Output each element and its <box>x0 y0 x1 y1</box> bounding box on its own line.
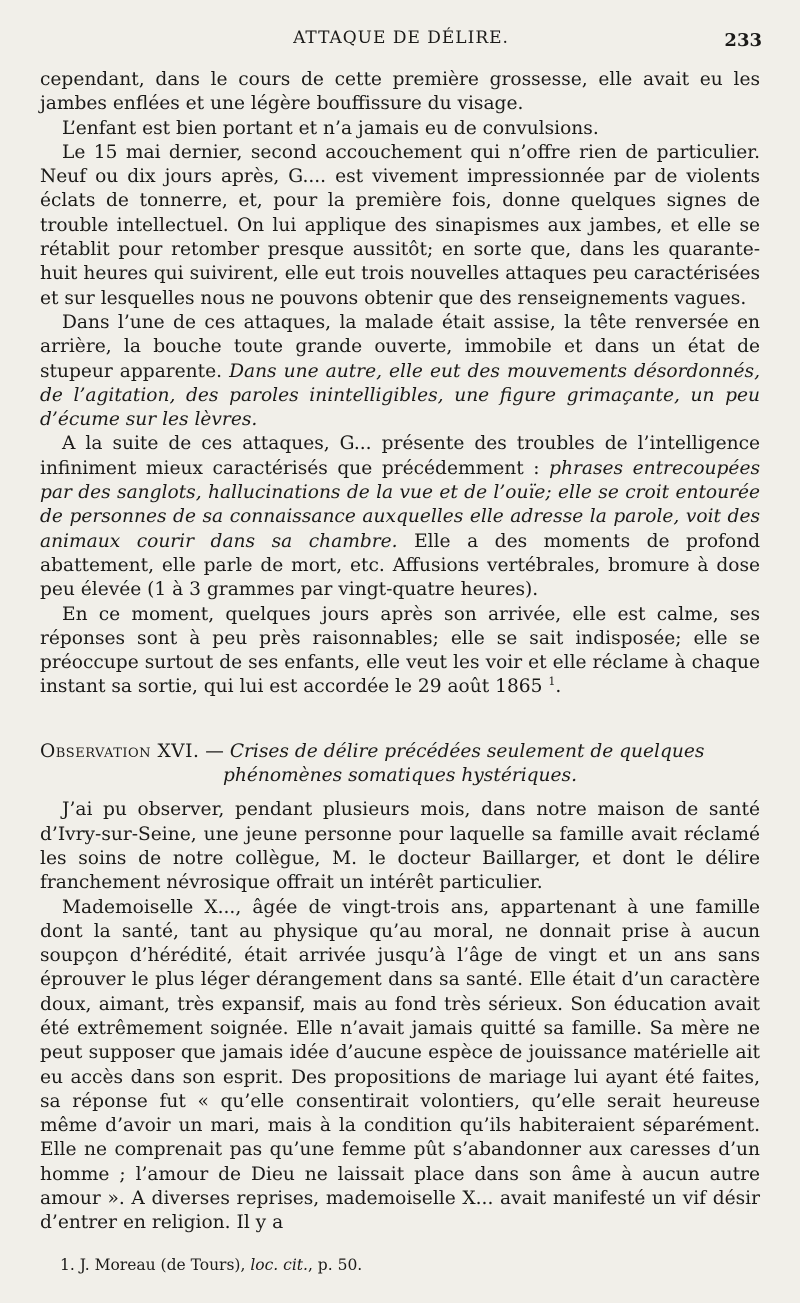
paragraph-1: cependant, dans le cours de cette première grossesse, elle avait eu les jambes enflées et une légère bouffissure du visage. <box>40 69 760 115</box>
paragraph-4-roman: Dans l’une de ces attaques, la malade était assise, la tête renversée en arrière, la bouche toute grande ouverte, immobile et dans un état de stupeur apparente. <box>40 311 760 382</box>
footnote-author: J. Moreau (de Tours), <box>79 1256 246 1274</box>
paragraph-5 <box>40 432 760 602</box>
paragraph-8: Mademoiselle X..., âgée de vingt-trois ans, appartenant à une famille dont la santé, tant au physique qu’au moral, ne donnait prise à aucun soupçon d’hérédité, était arrivée jusqu’à l’âge de vingt et un ans sans éprouver le plus léger dérangement dans sa santé. Elle était d’un caractère doux, aimant, très expansif, mais au fond très sérieux. Son éducation avait été extrêmement soignée. Elle n’avait jamais quitté sa famille. Sa mère ne peut supposer que jamais idée d’aucune espèce de jouissance matérielle ait eu accès dans son esprit. Des propositions de mariage lui ayant été faites, sa réponse fut « qu’elle consentirait volontiers, qu’elle serait heureuse même d’avoir un mari, mais à la condition qu’ils habiteraient séparément. Elle ne comprenait pas qu’une femme pût s’abandonner aux caresses d’un homme ; l’amour de Dieu ne laissait place dans son âme à aucun autre amour ». A diverses reprises, mademoiselle X... avait manifesté un vif désir d’entrer en religion. Il y a <box>40 896 760 1234</box>
paragraph-7: J’ai pu observer, pendant plusieurs mois, dans notre maison de santé d’Ivry-sur-Seine, une jeune personne pour laquelle sa famille avait réclamé les soins de notre collègue, M. le docteur Baillarger, et dont le délire franchement névrosique offrait un intérêt particulier. <box>40 799 760 894</box>
observation-title-line1: Crises de délire précédées seulement de quelques <box>229 740 705 762</box>
paragraph-4 <box>40 311 760 432</box>
observation-title-line2: phénomènes somatiques hystériques. <box>223 765 577 787</box>
paragraph-6-text: En ce moment, quelques jours après son arrivée, elle est calme, ses réponses sont à peu près raisonnables; elle se sait indisposée; elle se préoccupe surtout de ses enfants, elle veut les voir et elle réclame à chaque instant sa sortie, qui lui est accordée le 29 août 1865 <box>40 603 760 698</box>
paragraph-3: Le 15 mai dernier, second accouchement qui n’offre rien de particulier. Neuf ou dix jours après, G.... est vivement impressionnée par de violents éclats de tonnerre, et, pour la première fois, donne quelques signes de trouble intellectuel. On lui applique des sinapismes aux jambes, et elle se rétablit pour retomber presque aussitôt; en sorte que, dans les quarante-huit heures qui suivirent, elle eut trois nouvelles attaques peu caractérisées et sur lesquelles nous ne pouvons obtenir que des renseignements vagues. <box>40 141 760 309</box>
running-head <box>40 26 762 56</box>
running-title: ATTAQUE DE DÉLIRE. <box>293 28 509 48</box>
footnote-loc-cit: loc. cit. <box>250 1256 308 1274</box>
paragraph-4-italic: Dans une autre, elle eut des mouvements désordonnés, de l’agitation, des paroles inintelligibles, une figure grimaçante, un peu d’écume sur les lèvres. <box>40 360 760 431</box>
paragraph-5-roman-end: Elle a des moments de profond abattement, elle parle de mort, etc. Affusions vertébrales, bromure à dose peu élevée (1 à 3 grammes par vingt-quatre heures). <box>40 530 760 601</box>
body-text <box>40 68 760 1236</box>
observation-heading <box>40 740 760 789</box>
paragraph-5-italic: phrases entrecoupées par des sanglots, hallucinations de la vue et de l’ouïe; elle se croit entourée de personnes de sa connaissance auxquelles elle adresse la parole, voit des animaux courir dans sa chambre. <box>40 457 760 552</box>
observation-dash: — <box>205 740 224 762</box>
page-number: 233 <box>724 30 762 51</box>
paragraph-5-roman: A la suite de ces attaques, G... présente des troubles de l’intelligence infiniment mieux caractérisés que précédemment : <box>40 433 760 479</box>
footnote-ref: 1 <box>548 675 556 689</box>
paragraph-2: L’enfant est bien portant et n’a jamais eu de convulsions. <box>62 117 599 139</box>
footnote <box>60 1256 362 1274</box>
footnote-marker: 1. <box>60 1256 75 1274</box>
observation-label: Observation XVI. <box>40 740 200 762</box>
paragraph-6: En ce moment, quelques jours après son arrivée, elle est calme, ses réponses sont à peu près raisonnables; elle se sait indisposée; elle se préoccupe surtout de ses enfants, elle veut les voir et elle réclame à chaque instant sa sortie, qui lui est accordée le 29 août 1865 $^1$. <box>40 603 760 698</box>
footnote-page: , p. 50. <box>307 1256 363 1274</box>
